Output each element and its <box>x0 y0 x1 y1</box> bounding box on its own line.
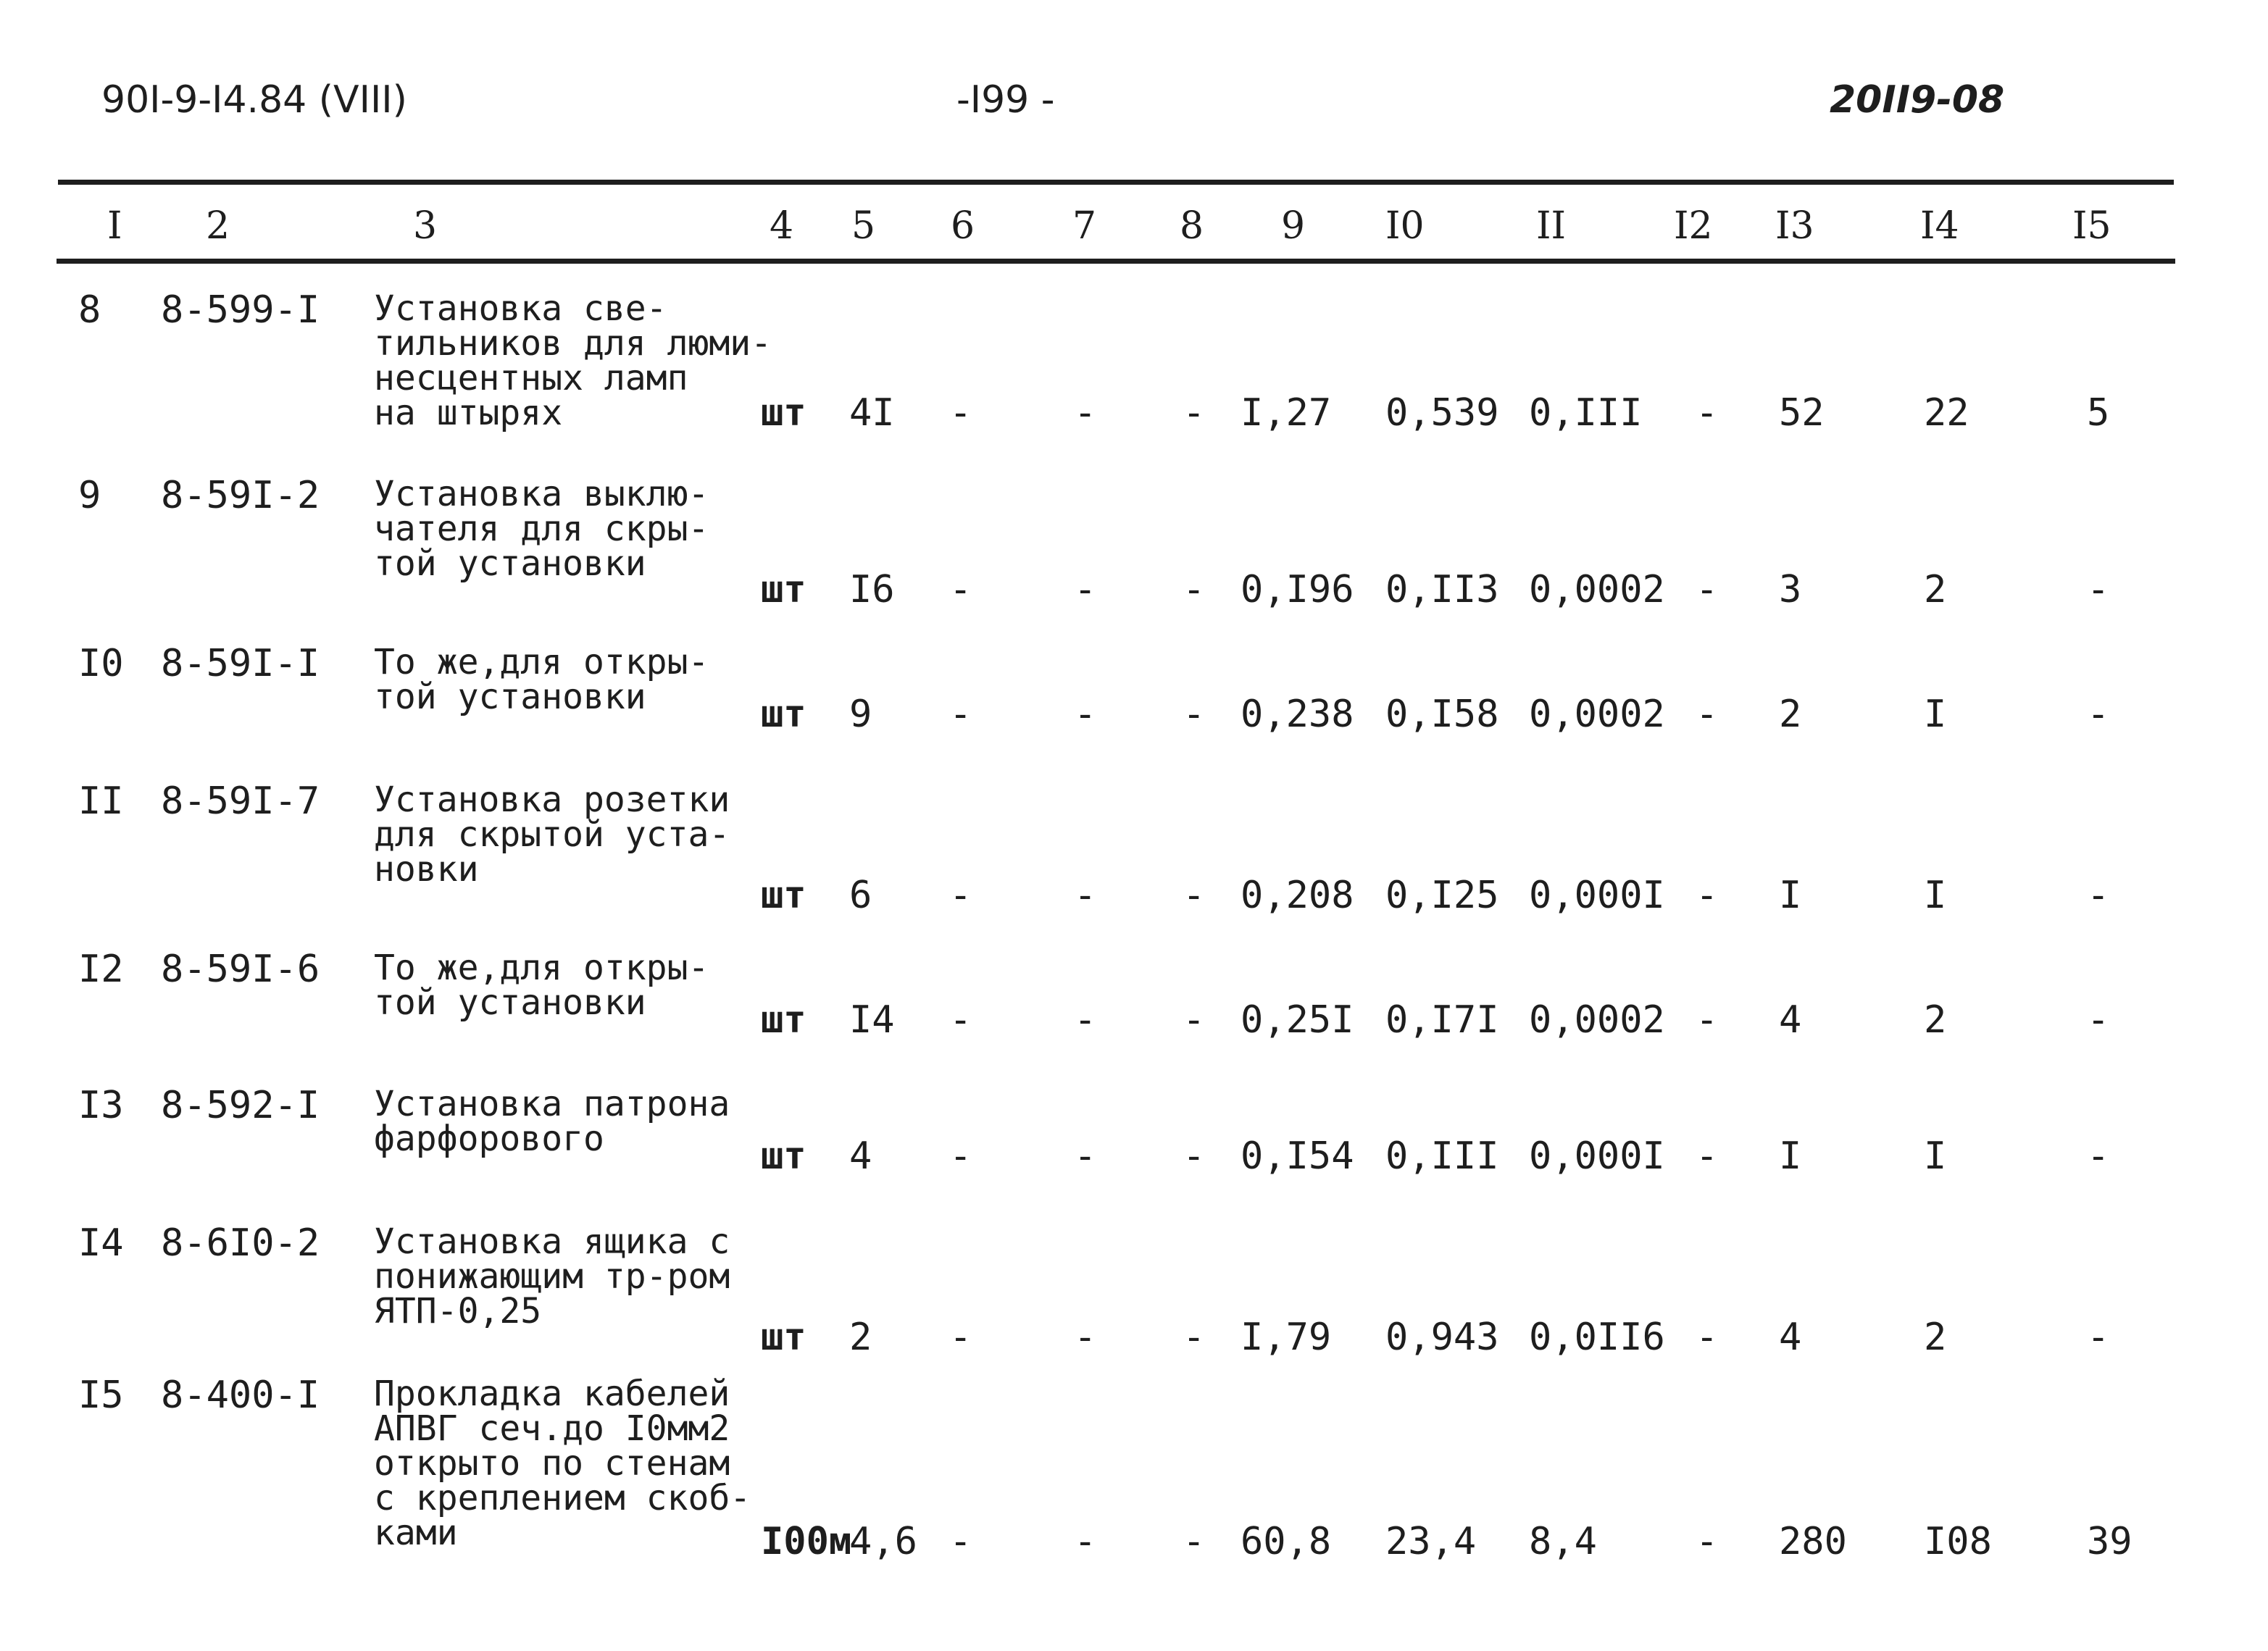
cell-c11: 0,0II6 <box>1529 1316 1665 1359</box>
cell-c9: 0,I54 <box>1241 1134 1354 1178</box>
cell-c10: 0,943 <box>1385 1316 1499 1359</box>
cell-c12: - <box>1696 1520 1719 1563</box>
cell-c10: 0,I25 <box>1385 874 1499 917</box>
cell-unit: I00м <box>761 1520 852 1563</box>
table-top-rule <box>58 180 2174 185</box>
cell-n: 9 <box>78 474 101 517</box>
cell-n: I0 <box>78 642 124 685</box>
cell-c14: I <box>1924 1134 1947 1178</box>
cell-c7: - <box>1074 874 1097 917</box>
cell-qty: 4I <box>849 391 895 435</box>
cell-c6: - <box>949 391 972 435</box>
cell-n: I5 <box>78 1374 124 1417</box>
cell-c14: 2 <box>1924 568 1947 611</box>
cell-c14: I <box>1924 874 1947 917</box>
cell-c9: 0,I96 <box>1241 568 1354 611</box>
cell-unit: шт <box>761 1316 806 1359</box>
cell-n: I2 <box>78 948 124 991</box>
cell-description: Установка патрона фарфорового <box>374 1084 730 1159</box>
cell-c15: 39 <box>2087 1520 2132 1563</box>
cell-unit: шт <box>761 568 806 611</box>
cell-c11: 0,000I <box>1529 874 1665 917</box>
cell-unit: шт <box>761 693 806 736</box>
cell-c7: - <box>1074 391 1097 435</box>
cell-description: Установка ящика с понижающим тр-ром ЯТП-0,25 <box>374 1221 730 1332</box>
cell-qty: I6 <box>849 568 895 611</box>
cell-unit: шт <box>761 998 806 1042</box>
cell-c11: 8,4 <box>1529 1520 1597 1563</box>
cell-qty: 4,6 <box>849 1520 917 1563</box>
column-number: I4 <box>1920 204 1959 248</box>
cell-description: Установка розетки для скрытой уста- новки <box>374 779 730 890</box>
column-number: I <box>107 204 122 248</box>
cell-code: 8-6I0-2 <box>161 1221 320 1265</box>
cell-code: 8-59I-2 <box>161 474 320 517</box>
cell-c7: - <box>1074 568 1097 611</box>
cell-c10: 23,4 <box>1385 1520 1477 1563</box>
cell-c9: 60,8 <box>1241 1520 1332 1563</box>
column-number: 4 <box>770 204 794 248</box>
cell-c7: - <box>1074 998 1097 1042</box>
column-number: I3 <box>1775 204 1814 248</box>
cell-n: II <box>78 779 124 823</box>
cell-code: 8-592-I <box>161 1084 320 1127</box>
cell-c14: I <box>1924 693 1947 736</box>
cell-c7: - <box>1074 1134 1097 1178</box>
column-number: 8 <box>1180 204 1204 248</box>
cell-c8: - <box>1183 568 1206 611</box>
cell-c10: 0,539 <box>1385 391 1499 435</box>
cell-c8: - <box>1183 1316 1206 1359</box>
cell-c11: 0,III <box>1529 391 1643 435</box>
cell-c14: 2 <box>1924 1316 1947 1359</box>
cell-c7: - <box>1074 1316 1097 1359</box>
cell-c13: I <box>1779 1134 1802 1178</box>
cell-c13: 52 <box>1779 391 1825 435</box>
cell-code: 8-599-I <box>161 288 320 332</box>
cell-c14: 2 <box>1924 998 1947 1042</box>
cell-c11: 0,0002 <box>1529 998 1665 1042</box>
header-doc-code: 90I-9-I4.84 (VIII) <box>101 78 407 122</box>
cell-c15: - <box>2087 1134 2110 1178</box>
cell-c8: - <box>1183 998 1206 1042</box>
column-number: 9 <box>1281 204 1306 248</box>
cell-c10: 0,I58 <box>1385 693 1499 736</box>
column-number: I5 <box>2072 204 2111 248</box>
cell-c13: 2 <box>1779 693 1802 736</box>
cell-c6: - <box>949 693 972 736</box>
header-page-number: -I99 - <box>956 78 1055 122</box>
cell-c11: 0,0002 <box>1529 568 1665 611</box>
cell-c13: 4 <box>1779 998 1802 1042</box>
cell-c9: 0,208 <box>1241 874 1354 917</box>
cell-c13: I <box>1779 874 1802 917</box>
cell-c8: - <box>1183 693 1206 736</box>
cell-c12: - <box>1696 568 1719 611</box>
cell-c9: I,27 <box>1241 391 1332 435</box>
table-header-rule <box>57 259 2175 264</box>
column-number: 6 <box>951 204 975 248</box>
cell-c7: - <box>1074 693 1097 736</box>
column-number: II <box>1536 204 1567 248</box>
cell-qty: 4 <box>849 1134 872 1178</box>
cell-n: I3 <box>78 1084 124 1127</box>
cell-c13: 280 <box>1779 1520 1847 1563</box>
cell-c13: 3 <box>1779 568 1802 611</box>
column-number: I2 <box>1674 204 1713 248</box>
column-number: 2 <box>206 204 230 248</box>
cell-c11: 0,000I <box>1529 1134 1665 1178</box>
cell-n: 8 <box>78 288 101 332</box>
cell-c12: - <box>1696 874 1719 917</box>
cell-code: 8-59I-7 <box>161 779 320 823</box>
cell-c8: - <box>1183 391 1206 435</box>
cell-description: Установка све- тильников для люми- несцентных ламп на штырях <box>374 288 772 433</box>
cell-c6: - <box>949 1316 972 1359</box>
column-number: I0 <box>1385 204 1425 248</box>
cell-c8: - <box>1183 1134 1206 1178</box>
cell-description: Прокладка кабелей АПВГ сеч.до I0мм2 открыто по стенам с креплением скоб- ками <box>374 1374 751 1553</box>
cell-code: 8-59I-I <box>161 642 320 685</box>
cell-code: 8-400-I <box>161 1374 320 1417</box>
cell-c6: - <box>949 874 972 917</box>
cell-c8: - <box>1183 874 1206 917</box>
cell-c12: - <box>1696 391 1719 435</box>
cell-qty: 6 <box>849 874 872 917</box>
cell-c6: - <box>949 568 972 611</box>
cell-qty: 2 <box>849 1316 872 1359</box>
header-album-number: 20II9-08 <box>1830 78 2005 122</box>
cell-c6: - <box>949 1134 972 1178</box>
column-number: 7 <box>1072 204 1097 248</box>
cell-c15: - <box>2087 874 2110 917</box>
cell-qty: I4 <box>849 998 895 1042</box>
cell-unit: шт <box>761 1134 806 1178</box>
cell-c15: - <box>2087 998 2110 1042</box>
cell-qty: 9 <box>849 693 872 736</box>
cell-c15: - <box>2087 693 2110 736</box>
cell-c12: - <box>1696 998 1719 1042</box>
cell-n: I4 <box>78 1221 124 1265</box>
cell-c15: - <box>2087 568 2110 611</box>
cell-c15: 5 <box>2087 391 2110 435</box>
cell-c9: 0,25I <box>1241 998 1354 1042</box>
column-number: 3 <box>413 204 438 248</box>
cell-c10: 0,III <box>1385 1134 1499 1178</box>
cell-c6: - <box>949 1520 972 1563</box>
cell-c15: - <box>2087 1316 2110 1359</box>
cell-c6: - <box>949 998 972 1042</box>
cell-description: То же,для откры- той установки <box>374 948 709 1023</box>
cell-code: 8-59I-6 <box>161 948 320 991</box>
cell-unit: шт <box>761 391 806 435</box>
cell-description: То же,для откры- той установки <box>374 642 709 717</box>
cell-c9: 0,238 <box>1241 693 1354 736</box>
cell-c11: 0,0002 <box>1529 693 1665 736</box>
cell-c14: I08 <box>1924 1520 1992 1563</box>
cell-c7: - <box>1074 1520 1097 1563</box>
cell-c8: - <box>1183 1520 1206 1563</box>
cell-unit: шт <box>761 874 806 917</box>
cell-c9: I,79 <box>1241 1316 1332 1359</box>
cell-c13: 4 <box>1779 1316 1802 1359</box>
cell-c12: - <box>1696 1316 1719 1359</box>
cell-c10: 0,II3 <box>1385 568 1499 611</box>
cell-c12: - <box>1696 1134 1719 1178</box>
column-number: 5 <box>851 204 876 248</box>
cell-description: Установка выклю- чателя для скры- той установки <box>374 474 709 584</box>
cell-c14: 22 <box>1924 391 1969 435</box>
cell-c12: - <box>1696 693 1719 736</box>
cell-c10: 0,I7I <box>1385 998 1499 1042</box>
